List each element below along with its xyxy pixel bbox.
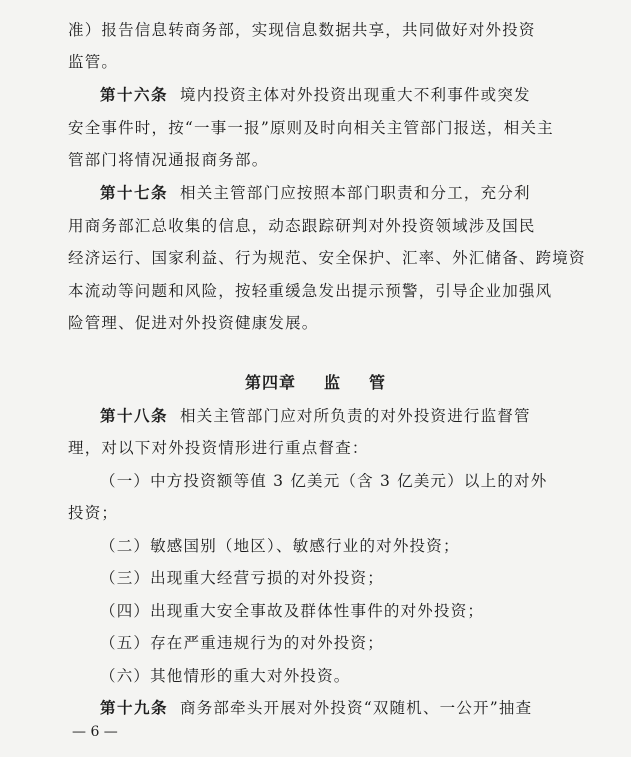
chapter-number: 第四章 xyxy=(244,373,296,392)
article-18-text: 相关主管部门应对所负责的对外投资进行监督管 xyxy=(180,407,531,425)
list-item: （一）中方投资额等值 3 亿美元（含 3 亿美元）以上的对外 xyxy=(100,472,548,490)
text-line: 用商务部汇总收集的信息，动态跟踪研判对外投资领域涉及国民 xyxy=(68,217,536,235)
list-item: （四）出现重大安全事故及群体性事件的对外投资； xyxy=(100,602,485,620)
article-17-text: 相关主管部门应按照本部门职责和分工，充分利 xyxy=(180,184,531,202)
text-line: 理，对以下对外投资情形进行重点督查： xyxy=(68,439,369,457)
text-line: 准）报告信息转商务部，实现信息数据共享，共同做好对外投资 xyxy=(68,21,536,39)
article-17-first-line xyxy=(100,183,550,203)
text-line: 投资； xyxy=(68,504,119,522)
article-18-first-line xyxy=(100,406,550,426)
chapter-heading xyxy=(0,370,631,393)
article-19-heading: 第十九条 xyxy=(100,698,169,717)
article-16-heading: 第十六条 xyxy=(100,85,169,104)
page-number: — 6 — xyxy=(72,724,118,740)
text-line: 安全事件时，按“一事一报”原则及时向相关主管部门报送，相关主 xyxy=(68,119,554,137)
article-17-heading: 第十七条 xyxy=(100,183,169,202)
text-line: 经济运行、国家利益、行为规范、安全保护、汇率、外汇储备、跨境资 xyxy=(68,249,586,267)
article-19-text: 商务部牵头开展对外投资“双随机、一公开”抽查 xyxy=(180,699,533,717)
chapter-title-part-1: 监 xyxy=(323,373,341,392)
article-16-first-line xyxy=(100,85,550,105)
text-line: 管部门将情况通报商务部。 xyxy=(68,151,269,169)
chapter-title-part-2: 管 xyxy=(369,373,387,392)
list-item: （二）敏感国别（地区）、敏感行业的对外投资； xyxy=(100,537,460,555)
text-line: 本流动等问题和风险，按轻重缓急发出提示预警，引导企业加强风 xyxy=(68,282,553,300)
text-line: 险管理、促进对外投资健康发展。 xyxy=(68,314,319,332)
list-item: （六）其他情形的重大对外投资。 xyxy=(100,667,351,685)
article-18-heading: 第十八条 xyxy=(100,406,169,425)
text-line: 监管。 xyxy=(68,53,119,71)
article-16-text: 境内投资主体对外投资出现重大不利事件或突发 xyxy=(180,86,531,104)
list-item: （五）存在严重违规行为的对外投资； xyxy=(100,634,384,652)
list-item: （三）出现重大经营亏损的对外投资； xyxy=(100,569,384,587)
article-19-first-line xyxy=(100,698,550,718)
